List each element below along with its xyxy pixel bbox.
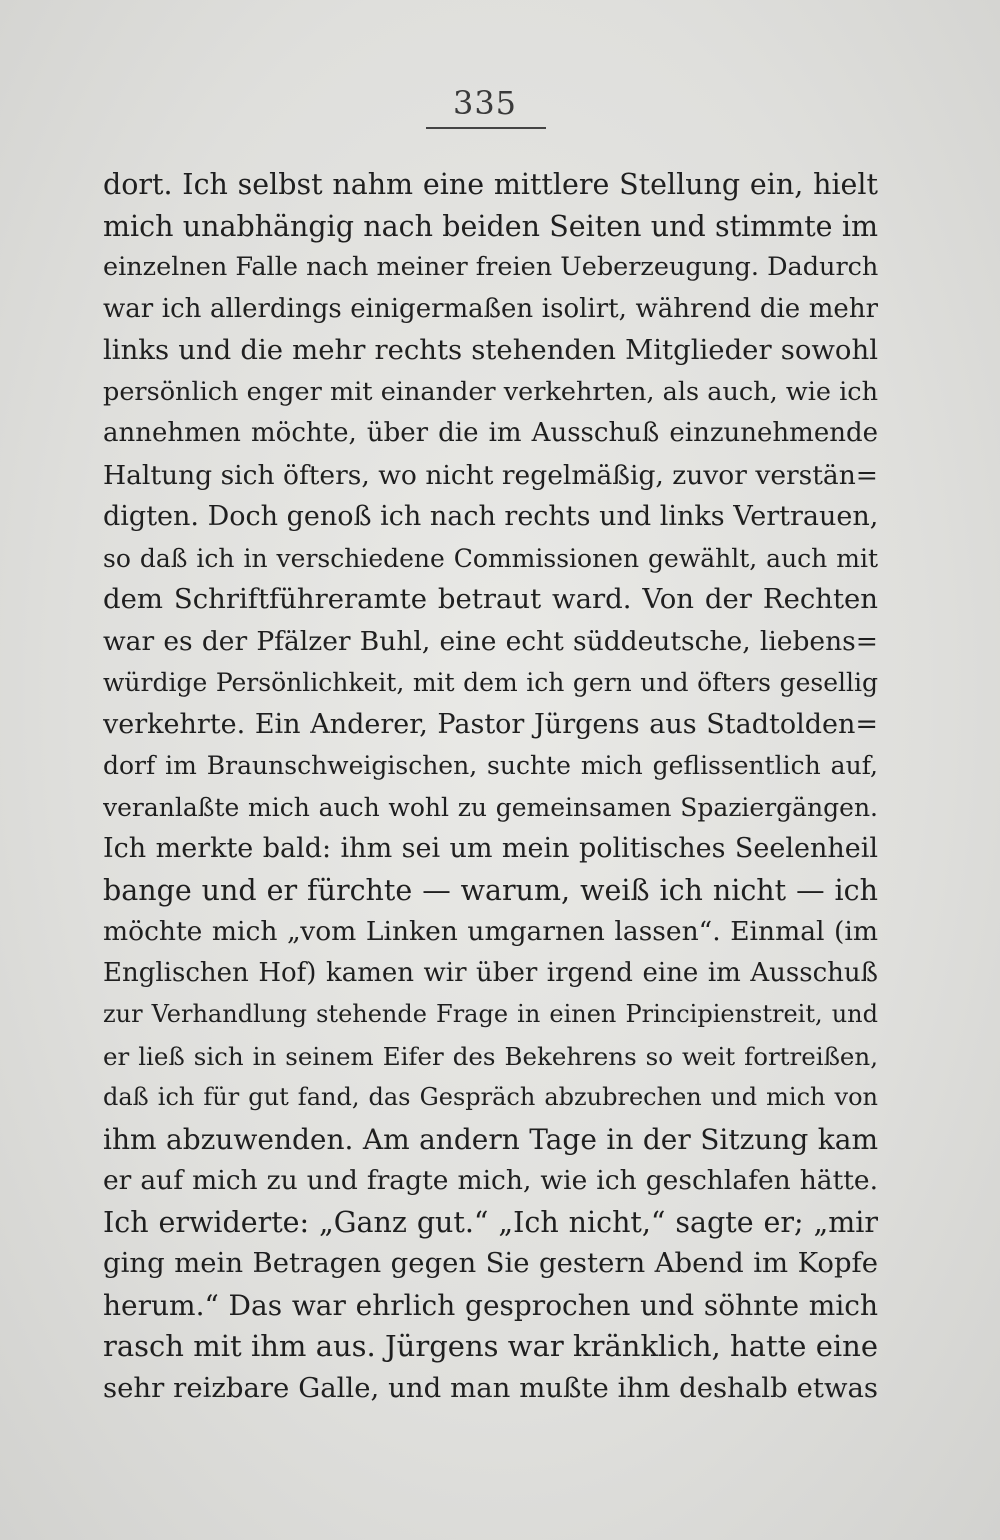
text-line: ging mein Betragen gegen Sie gestern Abend im Kopfe bbox=[103, 1247, 878, 1279]
text-line: daß ich für gut fand, das Gespräch abzubrechen und mich von bbox=[103, 1083, 878, 1111]
text-line: Ich erwiderte: „Ganz gut.“ „Ich nicht,“ sagte er; „mir bbox=[103, 1205, 878, 1239]
text-line: Ich merkte bald: ihm sei um mein politisches Seelenheil bbox=[103, 833, 878, 864]
header-rule bbox=[426, 127, 546, 129]
text-line: dorf im Braunschweigischen, suchte mich geflissentlich auf, bbox=[103, 751, 878, 780]
text-line: ihm abzuwenden. Am andern Tage in der Sitzung kam bbox=[103, 1122, 878, 1156]
text-line: verkehrte. Ein Anderer, Pastor Jürgens aus Stadtolden= bbox=[103, 708, 878, 740]
text-line: Haltung sich öfters, wo nicht regelmäßig, zuvor verstän= bbox=[103, 459, 878, 491]
text-line: digten. Doch genoß ich nach rechts und links Vertrauen, bbox=[103, 501, 878, 532]
text-line: würdige Persönlichkeit, mit dem ich gern und öfters gesellig bbox=[103, 668, 878, 697]
page-number: 335 bbox=[452, 84, 518, 122]
text-line: links und die mehr rechts stehenden Mitglieder sowohl bbox=[103, 334, 878, 366]
text-line: bange und er fürchte — warum, weiß ich nicht — ich bbox=[103, 873, 878, 907]
text-line: er auf mich zu und fragte mich, wie ich geschlafen hätte. bbox=[103, 1165, 878, 1196]
text-line: mich unabhängig nach beiden Seiten und stimmte im bbox=[103, 209, 878, 243]
text-line: einzelnen Falle nach meiner freien Ueberzeugung. Dadurch bbox=[103, 252, 878, 282]
text-line: so daß ich in verschiedene Commissionen gewählt, auch mit bbox=[103, 543, 878, 573]
text-line: er ließ sich in seinem Eifer des Bekehrens so weit fortreißen, bbox=[103, 1041, 878, 1071]
text-line: war ich allerdings einigermaßen isolirt, während die mehr bbox=[103, 293, 878, 324]
text-line: Englischen Hof) kamen wir über irgend eine im Ausschuß bbox=[103, 957, 878, 988]
text-line: rasch mit ihm aus. Jürgens war kränklich, hatte eine bbox=[103, 1329, 878, 1363]
text-line: war es der Pfälzer Buhl, eine echt süddeutsche, liebens= bbox=[103, 625, 878, 657]
body-text bbox=[103, 164, 878, 1409]
text-line: annehmen möchte, über die im Ausschuß einzunehmende bbox=[103, 418, 878, 448]
text-line: herum.“ Das war ehrlich gesprochen und söhnte mich bbox=[103, 1288, 878, 1322]
text-line: veranlaßte mich auch wohl zu gemeinsamen Spaziergängen. bbox=[103, 792, 878, 822]
text-line: möchte mich „vom Linken umgarnen lassen“. Einmal (im bbox=[103, 916, 878, 947]
text-line: persönlich enger mit einander verkehrten, als auch, wie ich bbox=[103, 376, 878, 407]
text-line: dem Schriftführeramte betraut ward. Von der Rechten bbox=[103, 583, 878, 615]
text-line: dort. Ich selbst nahm eine mittlere Stellung ein, hielt bbox=[103, 168, 878, 201]
text-line: sehr reizbare Galle, und man mußte ihm deshalb etwas bbox=[103, 1371, 878, 1404]
text-line: zur Verhandlung stehende Frage in einen Principienstreit, und bbox=[103, 1000, 878, 1028]
